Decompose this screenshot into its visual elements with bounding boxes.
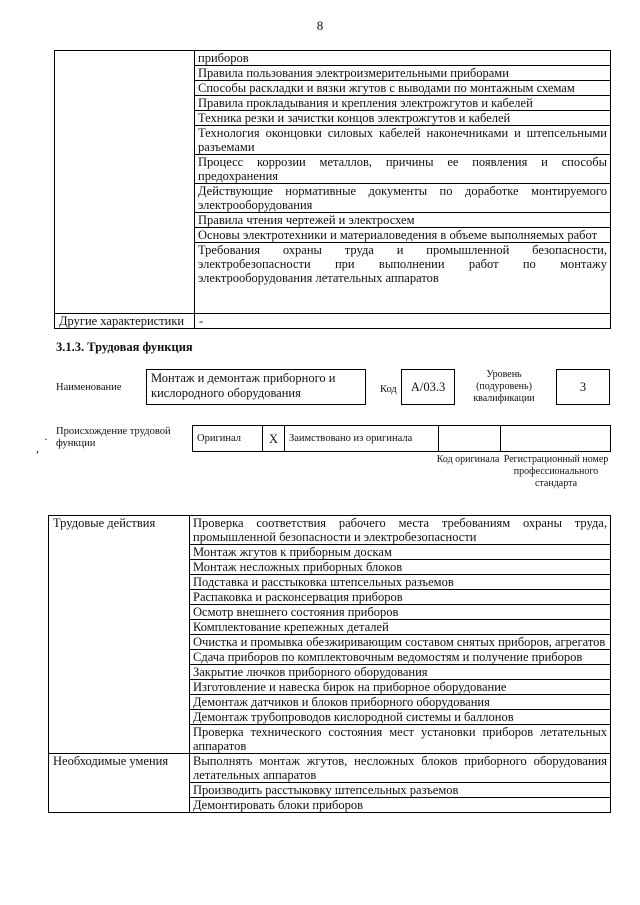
list-item: Процесс коррозии металлов, причины ее появления и способы предохранения [195,155,610,184]
list-item: Техника резки и зачистки концов электрожгутов и кабелей [195,111,610,126]
list-item: Изготовление и навеска бирок на приборное оборудование [190,680,610,695]
list-item: Правила пользования электроизмерительными приборами [195,66,610,81]
code-original-label: Код оригинала [436,454,500,465]
list-item: Монтаж несложных приборных блоков [190,560,610,575]
list-item: Осмотр внешнего состояния приборов [190,605,610,620]
actions-list [190,516,610,753]
borrowed-label: Заимствовано из оригинала [285,426,439,452]
code-original-cell [439,426,501,452]
other-characteristics-label: Другие характеристики [55,314,195,329]
skills-items-cell [190,754,611,813]
list-item: Проверка соответствия рабочего места требованиям охраны труда, промышленной безопасности и электробезопасности [190,516,610,545]
knowledge-items-cell [195,51,611,314]
scan-mark-1: · [44,432,48,446]
list-item: Основы электротехники и материаловедения в объеме выполняемых работ [195,228,610,243]
code-value-box [401,369,455,405]
knowledge-list [195,51,610,285]
skills-list [190,754,610,812]
skills-label: Необходимые умения [49,754,190,813]
actions-items-cell [190,516,611,754]
level-label: Уровень (подуровень) квалификации [473,369,535,404]
origin-table [192,425,611,452]
knowledge-label-cell [55,51,195,314]
list-item: Закрытие лючков приборного оборудования [190,665,610,680]
list-item: Демонтаж датчиков и блоков приборного оборудования [190,695,610,710]
other-characteristics-value: - [195,314,611,329]
reg-number-label: Регистрационный номер профессионального стандарта [503,454,609,489]
list-item: Способы раскладки и вязки жгутов с выводами по монтажным схемам [195,81,610,96]
list-item: Распаковка и расконсервация приборов [190,590,610,605]
name-value: Монтаж и демонтаж приборного и кислородного оборудования [151,371,336,400]
original-label: Оригинал [193,426,263,452]
list-item: Правила прокладывания и крепления электрожгутов и кабелей [195,96,610,111]
list-item: Очистка и промывка обезжиривающим составом снятых приборов, агрегатов [190,635,610,650]
list-item: Демонтировать блоки приборов [193,798,364,812]
list-item: Демонтаж трубопроводов кислородной системы и баллонов [190,710,610,725]
list-item: Производить расстыковку штепсельных разъемов [190,783,610,798]
reg-number-cell [501,426,611,452]
list-item: приборов [195,51,610,66]
list-item: Подставка и расстыковка штепсельных разъемов [190,575,610,590]
list-item: Действующие нормативные документы по доработке монтируемого электрооборудования [195,184,610,213]
scan-mark-2: , [36,441,39,455]
list-item: Технология оконцовки силовых кабелей наконечниками и штепсельными разъемами [195,126,610,155]
list-item: Комплектование крепежных деталей [190,620,610,635]
section-title: 3.1.3. Трудовая функция [56,340,193,354]
level-value-box [556,369,610,405]
code-label: Код [380,384,397,395]
original-mark: X [263,426,285,452]
actions-label: Трудовые действия [49,516,190,754]
name-label: Наименование [56,382,122,393]
list-item: Проверка технического состояния мест установки приборов летательных аппаратов [193,725,607,753]
page-number: 8 [316,18,324,33]
knowledge-table [54,50,611,329]
list-item: Выполнять монтаж жгутов, несложных блоков приборного оборудования летательных аппаратов [190,754,610,783]
actions-table [48,515,611,813]
level-value: 3 [579,380,587,394]
name-value-box [146,369,366,405]
list-item: Требования охраны труда и промышленной безопасности, электробезопасности при выполнении работ по монтажу электрооборудования летательных аппаратов [198,243,607,285]
list-item: Правила чтения чертежей и электросхем [195,213,610,228]
list-item: Монтаж жгутов к приборным доскам [190,545,610,560]
list-item: Сдача приборов по комплектовочным ведомостям и получение приборов [190,650,610,665]
origin-label: Происхождение трудовой функции [56,426,171,449]
code-value: A/03.3 [410,380,446,394]
